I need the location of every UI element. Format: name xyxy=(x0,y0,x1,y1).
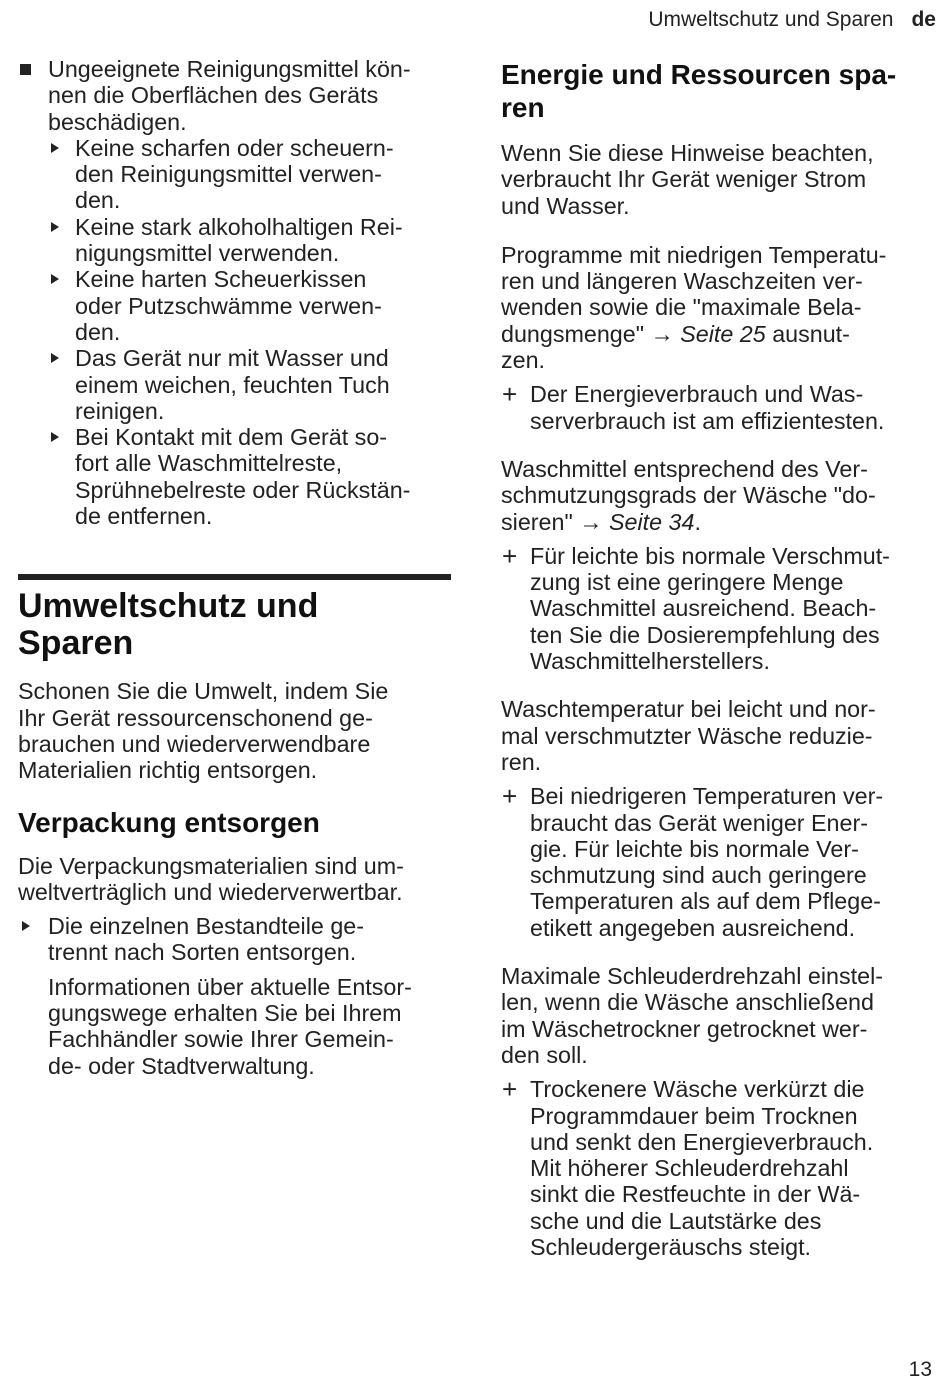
tip-programs: Programme mit niedrigen Temperatu- ren und längeren Waschzeiten ver- wenden sowie die "maximale Bela- dungsmenge" → Seite 25 ausnut- zen. xyxy=(501,241,887,374)
triangle-bullet-icon xyxy=(51,353,59,363)
triangle-bullet-icon xyxy=(51,274,59,284)
header-language-code: de xyxy=(911,8,936,31)
benefit-item: + Der Energieverbrauch und Was- serverbrauch ist am effizientesten. xyxy=(502,379,885,434)
section-intro: Schonen Sie die Umwelt, indem Sie Ihr Gerät ressourcenschonend ge- brauchen und wiederverwendbare Materialien richtig entsorgen. xyxy=(18,678,389,784)
benefit-item: + Bei niedrigeren Temperaturen ver- braucht das Gerät weniger Ener- gie. Für leichte bis normale Ver- schmutzung sind auch geringere Temperaturen als auf dem Pflege- etikett angegeben ausreichend. xyxy=(502,781,884,941)
tip-spin-speed: Maximale Schleuderdrehzahl einstel- len, wenn die Wäsche anschließend im Wäschetrockner getrocknet wer- den soll. xyxy=(501,963,883,1068)
sub-item-5: Bei Kontakt mit dem Gerät so- fort alle Waschmittelreste, Sprühnebelreste oder Rückstän- de entfernen. xyxy=(18,424,450,529)
tip-temperature: Waschtemperatur bei leicht und nor- mal verschmutzter Wäsche reduzie- ren. xyxy=(501,696,876,775)
page-number: 13 xyxy=(908,1358,932,1381)
sub-item-2: Keine stark alkoholhaltigen Rei- nigungsmittel verwenden. xyxy=(18,214,450,267)
packaging-text: Die Verpackungsmaterialien sind um- weltverträglich und wiederverwertbar. xyxy=(18,852,404,905)
sub-item-3: Keine harten Scheuerkissen oder Putzschwämme verwen- den. xyxy=(18,266,450,345)
triangle-bullet-icon xyxy=(51,143,59,153)
page-reference: Seite 25 xyxy=(680,320,766,347)
left-column xyxy=(18,56,450,1079)
energy-heading: Energie und Ressourcen spa- ren xyxy=(501,59,897,123)
sub-item-4: Das Gerät nur mit Wasser und einem weichen, feuchten Tuch reinigen. xyxy=(18,345,450,424)
plus-icon: + xyxy=(502,781,518,812)
warning-text: Ungeeignete Reinigungsmittel kön- nen die Oberflächen des Geräts beschädigen. xyxy=(48,56,411,135)
triangle-bullet-icon xyxy=(51,432,59,442)
benefit-item: + Für leichte bis normale Verschmut- zung ist eine geringere Menge Waschmittel ausreichend. Beach- ten Sie die Dosierempfehlung des Waschmittelherstellers. xyxy=(502,540,890,675)
energy-intro: Wenn Sie diese Hinweise beachten, verbraucht Ihr Gerät weniger Strom und Wasser. xyxy=(501,140,874,219)
warning-bullet xyxy=(18,56,450,135)
benefit-item: + Trockenere Wäsche verkürzt die Programmdauer beim Trocknen und senkt den Energieverbrauch. Mit höherer Schleuderdrehzahl sinkt die Restfeuchte in der Wä- sche und die Lautstärke des Schleudergeräuschs steigt. xyxy=(502,1074,874,1260)
plus-icon: + xyxy=(502,379,518,410)
triangle-bullet-icon xyxy=(51,222,59,232)
plus-icon: + xyxy=(502,1074,518,1105)
packaging-heading: Verpackung entsorgen xyxy=(18,806,320,838)
right-column xyxy=(501,56,933,1260)
plus-icon: + xyxy=(502,540,518,571)
section-rule xyxy=(18,574,451,580)
square-bullet-icon xyxy=(20,64,31,75)
tip-detergent: Waschmittel entsprechend des Ver- schmutzungsgrads der Wäsche "do- sieren" → Seite 34. xyxy=(501,455,876,535)
sub-item-1: Keine scharfen oder scheuern- den Reinigungsmittel verwen- den. xyxy=(18,135,450,214)
header-section-title: Umweltschutz und Sparen xyxy=(648,8,894,31)
page-reference: Seite 34 xyxy=(608,508,695,535)
packaging-info: Informationen über aktuelle Entsor- gungswege erhalten Sie bei Ihrem Fachhändler sowie Ihrer Gemein- de- oder Stadtverwaltung. xyxy=(48,973,412,1079)
packaging-step: Die einzelnen Bestandteile ge- trennt nach Sorten entsorgen. xyxy=(18,913,450,966)
section-title: Umweltschutz und Sparen xyxy=(18,587,319,663)
running-header xyxy=(648,8,936,32)
triangle-bullet-icon xyxy=(22,921,30,931)
